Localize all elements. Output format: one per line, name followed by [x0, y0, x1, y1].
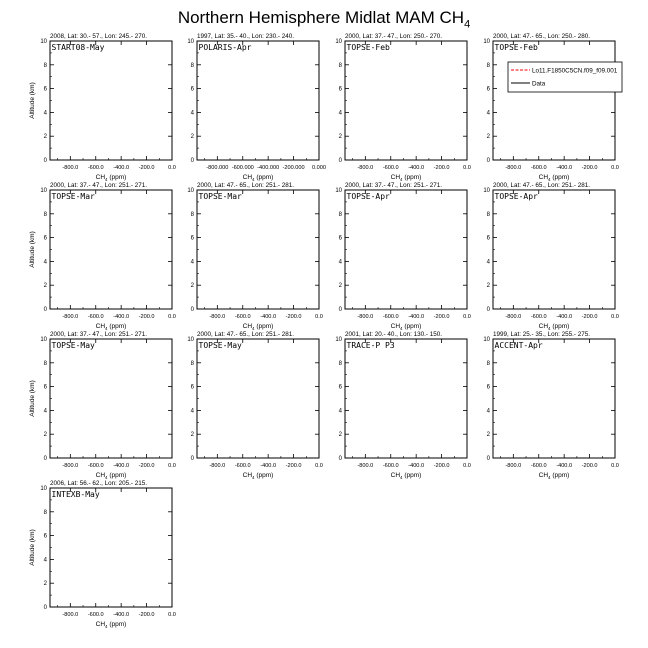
y-tick-label: 4	[43, 110, 47, 117]
y-tick-label: 0	[338, 158, 342, 164]
plot-frame	[197, 190, 319, 309]
x-axis-title: $CH_4$ (ppm)	[95, 323, 127, 331]
panel-header: 2000, Lat: 37.- 47., Lon: 251.- 271.	[345, 182, 442, 189]
y-tick-label: 2	[43, 432, 47, 439]
x-axis-title: $CH_4$ (ppm)	[390, 174, 422, 182]
x-tick-label: -400.0	[556, 165, 573, 171]
y-tick-label: 6	[43, 384, 47, 391]
x-tick-label: -800.0	[505, 165, 522, 171]
panel-header: 2001, Lat: 20.- 40., Lon: 130.- 150.	[345, 331, 442, 338]
x-tick-label: -800.0	[357, 165, 374, 171]
y-tick-label: 10	[335, 337, 342, 343]
y-axis-title: Altitude (km)	[29, 380, 36, 417]
y-tick-label: 10	[187, 337, 194, 343]
x-tick-label: -200.0	[433, 165, 450, 171]
x-axis-title: $CH_4$ (ppm)	[95, 472, 127, 480]
y-tick-label: 0	[338, 307, 342, 313]
y-tick-label: 0	[190, 307, 194, 313]
x-tick-label: -600.0	[382, 314, 399, 320]
plot-frame	[345, 339, 467, 458]
plot-frame	[493, 190, 615, 309]
plot-frame	[197, 339, 319, 458]
panel-header: 2000, Lat: 47.- 65., Lon: 251.- 281.	[197, 182, 294, 189]
plot-frame	[50, 190, 172, 309]
dataset-label: INTEXB-May	[51, 490, 100, 499]
x-tick-label: 0.0	[463, 165, 471, 171]
x-tick-label: -400.0	[113, 165, 130, 171]
figure-title: Northern Hemisphere Midlat MAM $CH_4$	[177, 8, 471, 31]
x-tick-label: -600.0	[87, 463, 104, 469]
dataset-label: TOPSE-Apr	[494, 192, 538, 201]
x-axis-title: $CH_4$ (ppm)	[95, 621, 127, 629]
y-tick-label: 6	[43, 86, 47, 93]
y-tick-label: 8	[43, 211, 47, 218]
x-tick-label: -400.000	[257, 165, 280, 171]
y-axis-title: Altitude (km)	[29, 82, 36, 119]
x-tick-label: -800.0	[505, 314, 522, 320]
dataset-label: TRACE-P P3	[346, 341, 395, 350]
y-tick-label: 10	[483, 337, 490, 343]
x-tick-label: -600.000	[231, 165, 254, 171]
panel-11	[335, 331, 471, 480]
y-tick-label: 4	[190, 408, 194, 415]
x-tick-label: -200.0	[138, 612, 155, 618]
x-tick-label: -200.0	[285, 463, 302, 469]
plot-frame	[493, 339, 615, 458]
y-tick-label: 0	[43, 456, 47, 462]
plot-frame	[50, 488, 172, 607]
plot-frame	[493, 41, 615, 160]
y-tick-label: 10	[40, 337, 47, 343]
panel-13	[29, 480, 176, 629]
y-tick-label: 6	[338, 235, 342, 242]
y-tick-label: 4	[190, 259, 194, 266]
y-tick-label: 6	[486, 235, 490, 242]
x-axis-title: $CH_4$ (ppm)	[242, 323, 274, 331]
x-tick-label: -600.0	[234, 314, 251, 320]
y-tick-label: 4	[43, 557, 47, 564]
x-tick-label: -800.0	[62, 612, 79, 618]
y-tick-label: 10	[335, 39, 342, 45]
y-tick-label: 6	[190, 86, 194, 93]
y-tick-label: 8	[190, 62, 194, 69]
y-tick-label: 2	[190, 134, 194, 141]
legend-label: Data	[532, 80, 546, 88]
y-axis-title: Altitude (km)	[29, 231, 36, 268]
y-tick-label: 10	[335, 188, 342, 194]
y-tick-label: 10	[40, 486, 47, 492]
panel-header: 2000, Lat: 37.- 47., Lon: 251.- 271.	[50, 331, 147, 338]
y-tick-label: 0	[190, 158, 194, 164]
y-tick-label: 8	[338, 360, 342, 367]
panel-12	[483, 331, 619, 480]
y-tick-label: 0	[486, 307, 490, 313]
y-tick-label: 8	[338, 211, 342, 218]
x-axis-title: $CH_4$ (ppm)	[242, 174, 274, 182]
y-tick-label: 10	[40, 39, 47, 45]
x-tick-label: -400.0	[408, 314, 425, 320]
y-tick-label: 8	[190, 211, 194, 218]
y-tick-label: 10	[187, 39, 194, 45]
panel-header: 1999, Lat: 25.- 35., Lon: 255.- 275.	[493, 331, 590, 338]
y-tick-label: 4	[486, 259, 490, 266]
y-tick-label: 8	[43, 509, 47, 516]
y-tick-label: 6	[486, 384, 490, 391]
panel-8	[483, 182, 619, 331]
y-tick-label: 8	[338, 62, 342, 69]
dataset-label: TOPSE-Apr	[346, 192, 390, 201]
y-tick-label: 6	[338, 86, 342, 93]
x-tick-label: -400.0	[260, 463, 277, 469]
y-tick-label: 0	[190, 456, 194, 462]
x-tick-label: -600.0	[382, 463, 399, 469]
x-tick-label: -800.0	[209, 463, 226, 469]
panel-1	[29, 33, 176, 182]
x-tick-label: -800.0	[357, 314, 374, 320]
y-tick-label: 0	[43, 605, 47, 611]
x-tick-label: -400.0	[408, 463, 425, 469]
x-tick-label: 0.0	[315, 314, 323, 320]
plot-frame	[197, 41, 319, 160]
panel-header: 2008, Lat: 30.- 57., Lon: 245.- 270.	[50, 33, 147, 40]
y-tick-label: 8	[486, 62, 490, 69]
x-tick-label: -400.0	[113, 314, 130, 320]
x-axis-title: $CH_4$ (ppm)	[390, 323, 422, 331]
x-tick-label: -400.0	[556, 463, 573, 469]
y-tick-label: 2	[43, 134, 47, 141]
y-tick-label: 6	[190, 235, 194, 242]
dataset-label: TOPSE-Feb	[346, 43, 390, 52]
y-tick-label: 2	[43, 283, 47, 290]
y-tick-label: 4	[43, 408, 47, 415]
y-tick-label: 2	[190, 283, 194, 290]
y-tick-label: 2	[338, 432, 342, 439]
y-tick-label: 4	[486, 408, 490, 415]
x-tick-label: 0.0	[611, 165, 619, 171]
dataset-label: POLARIS-Apr	[198, 43, 252, 52]
x-tick-label: 0.0	[463, 463, 471, 469]
panel-9	[29, 331, 176, 480]
panel-header: 2000, Lat: 37.- 47., Lon: 251.- 271.	[50, 182, 147, 189]
dataset-label: START08-May	[51, 43, 105, 52]
panel-header: 2000, Lat: 47.- 65., Lon: 251.- 281.	[197, 331, 294, 338]
x-axis-title: $CH_4$ (ppm)	[95, 174, 127, 182]
y-tick-label: 2	[43, 581, 47, 588]
y-tick-label: 6	[43, 235, 47, 242]
x-tick-label: -400.0	[556, 314, 573, 320]
panel-6	[187, 182, 323, 331]
panel-header: 2006, Lat: 56.- 62., Lon: 205.- 215.	[50, 480, 147, 487]
y-tick-label: 4	[338, 110, 342, 117]
x-tick-label: -800.0	[62, 314, 79, 320]
y-tick-label: 10	[40, 188, 47, 194]
x-tick-label: -200.0	[433, 314, 450, 320]
y-tick-label: 0	[486, 456, 490, 462]
x-tick-label: 0.0	[315, 463, 323, 469]
x-axis-title: $CH_4$ (ppm)	[242, 472, 274, 480]
x-tick-label: -800.0	[209, 314, 226, 320]
legend-label: Lo11.F1850C5CN.f09_f09.001	[532, 67, 618, 75]
y-tick-label: 8	[43, 360, 47, 367]
x-tick-label: 0.0	[463, 314, 471, 320]
x-tick-label: 0.0	[168, 612, 176, 618]
dataset-label: ACCENT-Apr	[494, 341, 543, 350]
x-tick-label: -800.0	[505, 463, 522, 469]
x-tick-label: 0.0	[168, 314, 176, 320]
y-tick-label: 4	[338, 259, 342, 266]
x-tick-label: -200.0	[581, 165, 598, 171]
plot-frame	[345, 190, 467, 309]
y-tick-label: 2	[486, 283, 490, 290]
y-tick-label: 4	[486, 110, 490, 117]
x-tick-label: -400.0	[113, 612, 130, 618]
x-tick-label: -800.0	[62, 463, 79, 469]
x-tick-label: 0.0	[168, 165, 176, 171]
x-tick-label: -600.0	[382, 165, 399, 171]
x-tick-label: -200.0	[138, 463, 155, 469]
x-tick-label: -600.0	[530, 165, 547, 171]
y-tick-label: 0	[338, 456, 342, 462]
x-axis-title: $CH_4$ (ppm)	[538, 323, 570, 331]
x-tick-label: -600.0	[234, 463, 251, 469]
x-tick-label: -400.0	[408, 165, 425, 171]
plot-frame	[50, 339, 172, 458]
x-tick-label: -600.0	[530, 463, 547, 469]
y-tick-label: 4	[338, 408, 342, 415]
panel-2	[187, 33, 326, 182]
panel-7	[335, 182, 471, 331]
x-axis-title: $CH_4$ (ppm)	[538, 174, 570, 182]
x-tick-label: -200.0	[285, 314, 302, 320]
x-tick-label: -200.0	[581, 314, 598, 320]
y-tick-label: 10	[483, 39, 490, 45]
x-tick-label: -600.0	[530, 314, 547, 320]
y-tick-label: 10	[187, 188, 194, 194]
y-tick-label: 6	[486, 86, 490, 93]
y-tick-label: 2	[338, 283, 342, 290]
x-tick-label: -200.0	[138, 165, 155, 171]
y-tick-label: 8	[486, 211, 490, 218]
legend	[508, 62, 622, 92]
y-tick-label: 6	[190, 384, 194, 391]
y-tick-label: 10	[483, 188, 490, 194]
plot-frame	[50, 41, 172, 160]
y-tick-label: 0	[43, 158, 47, 164]
x-tick-label: -600.0	[87, 165, 104, 171]
dataset-label: TOPSE-Mar	[51, 192, 95, 201]
y-axis-title: Altitude (km)	[29, 529, 36, 566]
y-tick-label: 0	[486, 158, 490, 164]
y-tick-label: 2	[338, 134, 342, 141]
x-tick-label: -400.0	[113, 463, 130, 469]
x-tick-label: 0.0	[611, 314, 619, 320]
y-tick-label: 2	[190, 432, 194, 439]
y-tick-label: 2	[486, 134, 490, 141]
x-tick-label: 0.0	[611, 463, 619, 469]
y-tick-label: 0	[43, 307, 47, 313]
panel-3	[335, 33, 471, 182]
y-tick-label: 6	[338, 384, 342, 391]
dataset-label: TOPSE-May	[198, 341, 242, 350]
y-tick-label: 4	[43, 259, 47, 266]
x-tick-label: -800.000	[206, 165, 229, 171]
x-tick-label: -400.0	[260, 314, 277, 320]
y-tick-label: 8	[190, 360, 194, 367]
x-tick-label: -200.0	[433, 463, 450, 469]
panel-4	[483, 33, 622, 182]
x-tick-label: 0.0	[168, 463, 176, 469]
y-tick-label: 8	[43, 62, 47, 69]
panel-header: 2000, Lat: 47.- 65., Lon: 250.- 280.	[493, 33, 590, 40]
y-tick-label: 6	[43, 533, 47, 540]
y-tick-label: 8	[486, 360, 490, 367]
panel-10	[187, 331, 323, 480]
x-axis-title: $CH_4$ (ppm)	[390, 472, 422, 480]
dataset-label: TOPSE-May	[51, 341, 95, 350]
panel-header: 2000, Lat: 37.- 47., Lon: 250.- 270.	[345, 33, 442, 40]
x-tick-label: -200.0	[138, 314, 155, 320]
plot-frame	[345, 41, 467, 160]
dataset-label: TOPSE-Feb	[494, 43, 538, 52]
x-tick-label: -600.0	[87, 314, 104, 320]
x-tick-label: -200.000	[282, 165, 305, 171]
x-tick-label: -600.0	[87, 612, 104, 618]
y-tick-label: 2	[486, 432, 490, 439]
x-tick-label: 0.000	[312, 165, 326, 171]
x-axis-title: $CH_4$ (ppm)	[538, 472, 570, 480]
panel-5	[29, 182, 176, 331]
dataset-label: TOPSE-Mar	[198, 192, 242, 201]
y-tick-label: 4	[190, 110, 194, 117]
panel-header: 1997, Lat: 35.- 40., Lon: 230.- 240.	[197, 33, 294, 40]
x-tick-label: -200.0	[581, 463, 598, 469]
x-tick-label: -800.0	[357, 463, 374, 469]
x-tick-label: -800.0	[62, 165, 79, 171]
panel-header: 2000, Lat: 47.- 65., Lon: 251.- 281.	[493, 182, 590, 189]
